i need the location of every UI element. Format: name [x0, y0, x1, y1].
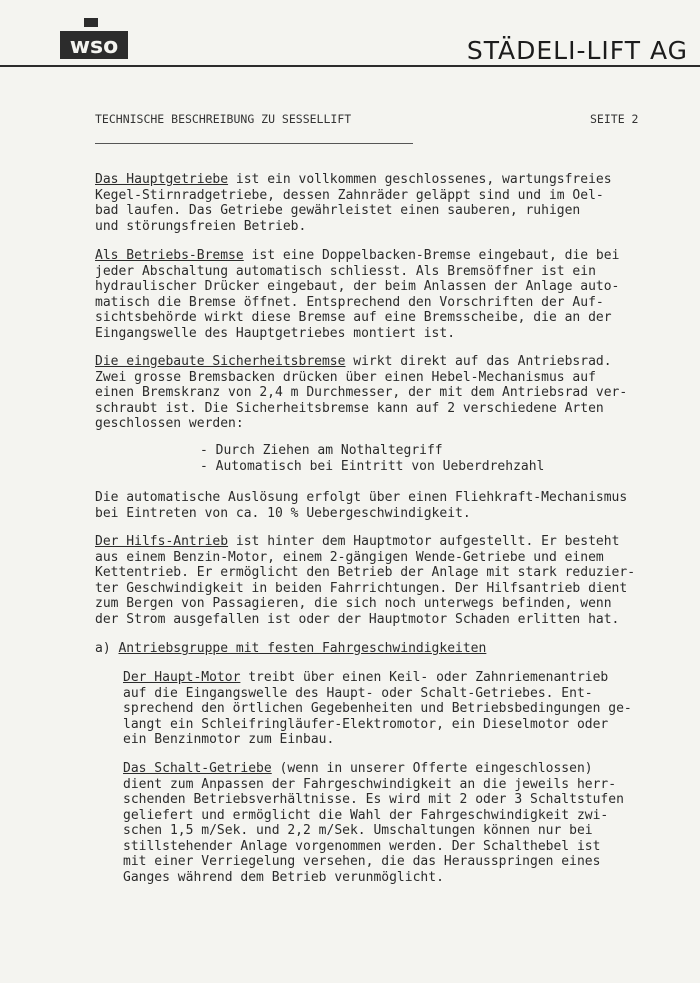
- company-name: STÄDELI-LIFT AG: [466, 36, 688, 65]
- paragraph-text: (wenn in unserer Offerte eingeschlossen) dient zum Anpassen der Fahrgeschwindigkeit an die jeweils herr- schenden Betriebsverhältnisse. Es wird mit 2 oder 3 Schaltstufen geliefert und ermöglicht die Wahl der Fahrgeschwindigkeit zwi- schen 1,5 m/Sek. und 2,2 m/Sek. Umschaltungen können nur bei stillstehender Anlage vorgenommen werden. Der Schalthebel ist mit einer Verriegelung versehen, die das Herausspringen eines Ganges während dem Betrieb verunmöglicht.: [123, 761, 624, 885]
- paragraph-text: treibt über einen Keil- oder Zahnriemenantrieb auf die Eingangswelle des Haupt- oder Schalt-Getriebes. Ent- sprechend den örtlichen Gegebenheiten und Betriebsbedingungen ge- langt ein Schleifringläufer-Elektromotor, ein Dieselmotor oder ein Benzinmotor zum Einbau.: [123, 670, 632, 747]
- paragraph-text: ist ein vollkommen geschlossenes, wartungsfreies Kegel-Stirnradgetriebe, dessen Zahnräder geläppt sind und im Oel- bad laufen. Das Getriebe gewährleistet einen sauberen, ruhigen und störungsfreien Betrieb.: [95, 172, 612, 234]
- section-heading-a: [95, 641, 486, 657]
- section-prefix: a): [95, 641, 119, 656]
- paragraph-schaltgetriebe: [123, 761, 624, 885]
- paragraph-betriebsbremse: [95, 248, 619, 341]
- paragraph-text: Die automatische Auslösung erfolgt über einen Fliehkraft-Mechanismus bei Eintreten von ca. 10 % Uebergeschwindigkeit.: [95, 490, 628, 521]
- paragraph-ausloesung: [95, 490, 627, 521]
- page-number: SEITE 2: [590, 112, 639, 126]
- paragraph-sicherheitsbremse: [95, 354, 627, 432]
- list-item: - Durch Ziehen am Nothaltegriff: [200, 443, 443, 458]
- company-logo: [60, 18, 128, 60]
- list-item: - Automatisch bei Eintritt von Ueberdrehzahl: [200, 459, 545, 474]
- paragraph-lead: Der Hilfs-Antrieb: [95, 534, 229, 549]
- section-heading: Antriebsgruppe mit festen Fahrgeschwindigkeiten: [118, 641, 487, 656]
- paragraph-text: wirkt direkt auf das Antriebsrad. Zwei grosse Bremsbacken drücken über einen Hebel-Mechanismus auf einen Bremskranz von 2,4 m Durchmesser, der mit dem Antriebsrad ver- schraubt ist. Die Sicherheitsbremse kann auf 2 verschiedene Arten geschlossen werden:: [95, 354, 628, 431]
- paragraph-text: ist hinter dem Hauptmotor aufgestellt. Er besteht aus einem Benzin-Motor, einem 2-gängigen Wende-Getriebe und einem Kettentrieb. Er ermöglicht den Betrieb der Anlage mit stark reduzier- ter Geschwindigkeit in beiden Fahrrichtungen. Der Hilfsantrieb dient zum Bergen von Passagieren, die sich noch unterwegs befinden, wenn der Strom ausgefallen ist oder der Hauptmotor Schaden erlitten hat.: [95, 534, 636, 627]
- header-divider: [0, 65, 700, 67]
- logo-text: wso: [69, 34, 119, 59]
- document-title: TECHNISCHE BESCHREIBUNG ZU SESSELLIFT: [95, 112, 352, 126]
- paragraph-hauptmotor: [123, 670, 632, 748]
- paragraph-hauptgetriebe: [95, 172, 612, 234]
- paragraph-lead: Das Hauptgetriebe: [95, 172, 229, 187]
- title-underline: [95, 143, 413, 144]
- paragraph-lead: Als Betriebs-Bremse: [95, 248, 244, 263]
- paragraph-lead: Der Haupt-Motor: [123, 670, 241, 685]
- paragraph-lead: Das Schalt-Getriebe: [123, 761, 272, 776]
- paragraph-lead: Die eingebaute Sicherheitsbremse: [95, 354, 346, 369]
- paragraph-text: ist eine Doppelbacken-Bremse eingebaut, die bei jeder Abschaltung automatisch schliesst. Als Bremsöffner ist ein hydraulischer Drücker eingebaut, der beim Anlassen der Anlage auto- matisch die Bremse öffnet. Entsprechend den Vorschriften der Auf- sichtsbehörde wirkt diese Bremse auf eine Bremsscheibe, die an der Eingangswelle des Hauptgetriebes montiert ist.: [95, 248, 620, 341]
- paragraph-hilfsantrieb: [95, 534, 635, 627]
